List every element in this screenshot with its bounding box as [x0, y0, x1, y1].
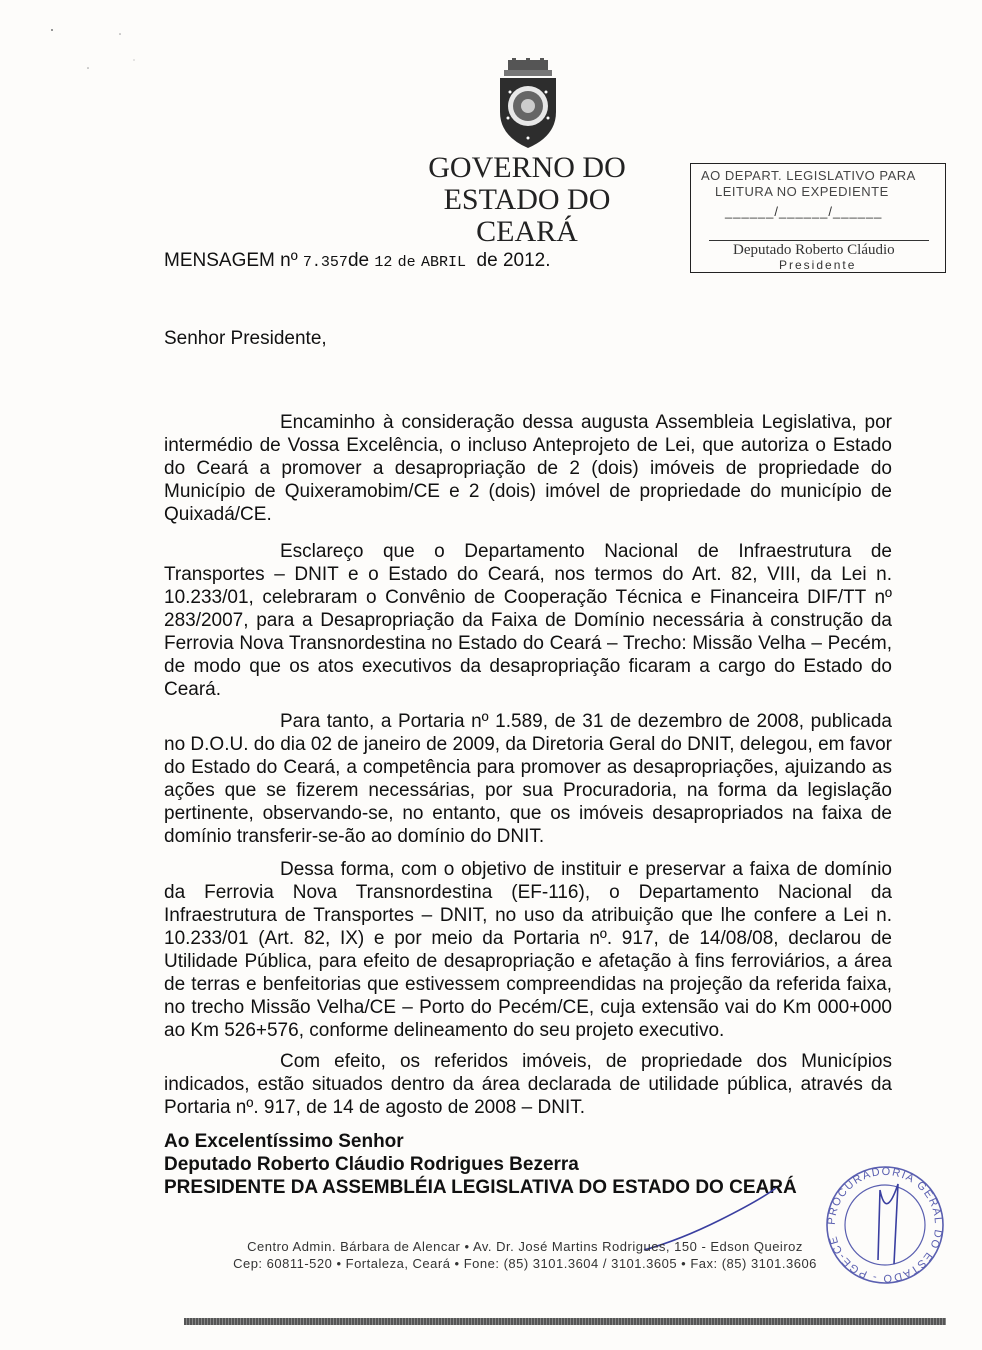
message-label: MENSAGEM nº: [164, 250, 298, 271]
addressee-line2: Deputado Roberto Cláudio Rodrigues Bezerra: [164, 1154, 579, 1175]
message-de2: de: [397, 254, 416, 271]
footer-address: [200, 1238, 850, 1272]
bottom-rule: [184, 1318, 946, 1325]
message-year: de 2012.: [476, 250, 551, 271]
gov-title-line1: GOVERNO DO: [428, 151, 626, 184]
stamp-signer: Deputado Roberto Cláudio: [733, 242, 895, 258]
paragraph: Com efeito, os referidos imóveis, de propriedade dos Municípios indicados, estão situados dentro da área declarada de utilidade pública, através da Portaria nº. 917, de 14 de agosto de 2008 – DNIT.: [164, 1051, 892, 1118]
stamp-signer-title: Presidente: [779, 258, 857, 272]
stamp-line1: AO DEPART. LEGISLATIVO PARA: [701, 168, 916, 183]
paragraph: Para tanto, a Portaria nº 1.589, de 31 de dezembro de 2008, publicada no D.O.U. do dia 02 de janeiro de 2009, da Diretoria Geral do DNIT, delegou, em favor do Estado do Ceará, a competência para promover as desapropriações, ajuizando as ações que se fizerem necessárias, por sua Procuradoria, na forma da legislação pertinente, observando-se, no entanto, que os imóveis desapropriados na faixa de domínio transferir-se-ão ao domínio do DNIT.: [164, 711, 892, 847]
government-title: [402, 152, 652, 248]
paragraph: Dessa forma, com o objetivo de instituir e preservar a faixa de domínio da Ferrovia Nova Transnordestina (EF-116), o Departamento Nacional da Infraestrutura de Transportes – DNIT, no uso da atribuição que lhe confere a Lei n. 10.233/01 (Art. 82, IX) e por meio da Portaria nº. 917, de 14/08/08, declarou de Utilidade Pública, para efeito de desapropriação e afetação à fins ferroviários, a área de terras e benfeitorias que estivessem compreendidas na projeção da referida faixa, no trecho Missão Velha/CE – Porto do Pecém/CE, cuja extensão vai do Km 000+000 ao Km 526+576, conforme delineamento do seu projeto executivo.: [164, 859, 892, 1041]
svg-text:PROCURADORIA GERAL DO ESTADO -: PROCURADORIA GERAL DO ESTADO - PGE-CE: [825, 1165, 945, 1285]
stamp-signature-rule: [709, 240, 929, 241]
state-crest-icon: [494, 58, 562, 150]
salutation: Senhor Presidente,: [164, 328, 327, 349]
gov-title-line2: ESTADO DO CEARÁ: [443, 183, 611, 248]
footer-line2: Cep: 60811-520 • Fortaleza, Ceará • Fone: (85) 3101.3604 / 3101.3605 • Fax: (85) 3101.3606: [233, 1256, 817, 1271]
legislative-stamp: [690, 163, 946, 273]
footer-line1: Centro Admin. Bárbara de Alencar • Av. Dr. José Martins Rodrigues, 150 - Edson Queiroz: [247, 1239, 803, 1254]
message-number: 7.357: [302, 254, 348, 271]
stamp-date-line: ______/______/______: [725, 204, 883, 219]
message-number-line: [164, 250, 551, 272]
addressee-line3: PRESIDENTE DA ASSEMBLÉIA LEGISLATIVA DO ESTADO DO CEARÁ: [164, 1177, 797, 1198]
addressee-line1: Ao Excelentíssimo Senhor: [164, 1131, 404, 1152]
scan-marks: [30, 20, 150, 80]
procuradoria-seal-icon: [820, 1160, 950, 1290]
stamp-line2: LEITURA NO EXPEDIENTE: [715, 184, 889, 199]
paragraph: Encaminho à consideração dessa augusta Assembleia Legislativa, por intermédio de Vossa Excelência, o incluso Anteprojeto de Lei, que autoriza o Estado do Ceará a promover a desapropriação de 2 (dois) imóveis de propriedade do Município de Quixeramobim/CE e 2 (dois) imóvel de propriedade do município de Quixadá/CE.: [164, 412, 892, 525]
paragraph: Esclareço que o Departamento Nacional de Infraestrutura de Transportes – DNIT e o Estado do Ceará, nos termos do Art. 82, VIII, da Lei n. 10.233/01, celebraram o Convênio de Cooperação Técnica e Financeira DIF/TT nº 283/2007, para a Desapropriação da Faixa de Domínio necessária à construção da Ferrovia Nova Transnordestina no Estado do Ceará – Trecho: Missão Velha – Pecém, de modo que os atos executivos da desapropriação ficaram a cargo do Estado do Ceará.: [164, 541, 892, 700]
message-day: 12: [374, 254, 393, 271]
message-de1: de: [347, 250, 370, 271]
message-month: ABRIL: [420, 254, 466, 271]
